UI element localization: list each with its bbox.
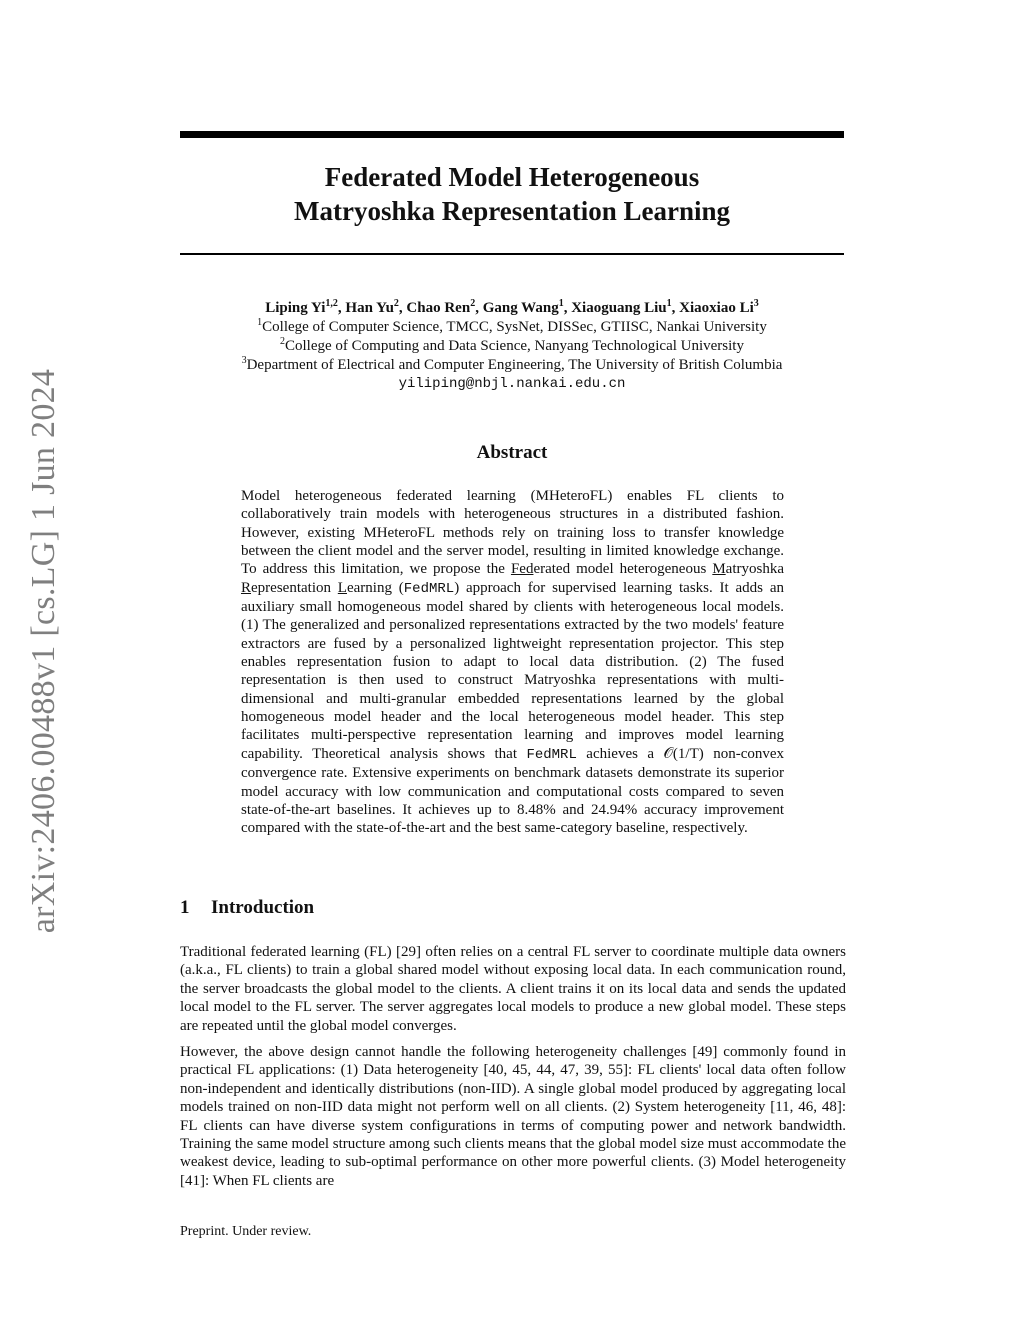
affiliation-text: College of Computing and Data Science, Nanyang Technological University [285, 338, 744, 354]
author-name: Han Yu [345, 300, 394, 316]
paper-title [180, 160, 844, 228]
body-paragraph-2: However, the above design cannot handle the following heterogeneity challenges [49] commonly found in practical FL applications: (1) Data heterogeneity [40, 45, 44, 47, 39, 55]: FL clients' local data often follow non-independent and identically distributions (non-IID). A single global model produced by aggregating local models trained on non-IID data might not perform well on all clients. (2) System heterogeneity [11, 46, 48]: FL clients can have diverse system configurations in terms of computing power and network bandwidth. Training the same model structure among such clients means that the global model size must accommodate the weakest device, leading to sub-optimal performance on other more powerful clients. (3) Model heterogeneity [41]: When FL clients are [180, 1044, 846, 1189]
abstract-text: and [555, 801, 591, 818]
section-number: 1 [180, 897, 190, 918]
affiliation-mark: 1 [257, 317, 263, 328]
author-names: Liping Yi$^{1,2}$, Han Yu$^2$, Chao Ren$^2$, Gang Wang$^1$, Xiaoguang Liu$^1$, Xiaoxiao Li$^3$ [265, 298, 759, 316]
arxiv-identifier-stamp: arXiv:2406.00488v1 [cs.LG] 1 Jun 2024 [25, 368, 62, 934]
affiliation-mark: 2 [280, 336, 285, 347]
affiliation-line [180, 318, 844, 337]
author-name: Xiaoguang Liu [571, 300, 667, 316]
title-bottom-rule [180, 253, 844, 255]
convergence-rate: 𝒪(1/T) [663, 745, 704, 762]
abstract-text: accuracy improvement compared with the state-of-the-art and the best same-category baseline, respectively. [241, 801, 785, 837]
method-name: FedMRL [403, 580, 455, 597]
author-name: Gang Wang [482, 300, 559, 316]
affiliation-text: Department of Electrical and Computer Engineering, The University of British Columbia [246, 357, 783, 373]
author-affiliation-mark: 1,2 [325, 298, 338, 309]
author-affiliation-mark: 2 [470, 298, 476, 309]
method-name: FedMRL [526, 746, 577, 763]
abstract-text: achieves a [576, 745, 664, 762]
author-affiliation-mark: 3 [753, 298, 759, 309]
author-affiliation-mark: 1 [558, 298, 564, 309]
acronym-letter: R [241, 579, 252, 596]
abstract-text: erated model heterogeneous [533, 561, 713, 578]
affiliation-line [180, 337, 844, 356]
abstract-text: earning ( [346, 579, 404, 596]
author-name: Chao Ren [406, 300, 471, 316]
title-line-2: Matryoshka Representation Learning [294, 196, 730, 226]
abstract-text: epresentation [251, 579, 338, 596]
abstract-body [241, 487, 784, 838]
acronym-letter: Fed [510, 561, 534, 578]
author-name: Liping Yi [265, 300, 326, 316]
title-line-1: Federated Model Heterogeneous [324, 162, 700, 192]
abstract-text: atryoshka [725, 561, 784, 578]
improvement-value: 24.94% [590, 801, 638, 818]
title-top-rule [180, 131, 844, 138]
body-paragraph-1: Traditional federated learning (FL) [29] often relies on a central FL server to coordinate multiple data owners (a.k.a., FL clients) to train a global shared model without exposing local data. In each communication round, the server broadcasts the global model to the clients. A client trains it on its local data and sends the updated local model to the FL server. The server aggregates local models to produce a new global model. These steps are repeated until the global model converges. [180, 944, 846, 1034]
abstract-text: ) approach for supervised learning tasks. It adds an auxiliary small homogeneous model shared by clients with heterogeneous local models. (1) The generalized and personalized representations extracted by the two models' feature extractors are fused by a personalized lightweight representation projector. This step enables representation fusion to adapt to local data distribution. (2) The fused representation is then used to construct Matryoshka representations with multi-dimensional and multi-granular embedded representations learned by the global homogeneous model header and the local heterogeneous model header. This step facilitates multi-perspective representation learning and improves model learning capability. Theoretical analysis shows that [241, 579, 784, 762]
affiliation-line [180, 356, 844, 375]
affiliation-text: College of Computer Science, TMCC, SysNet, DISSec, GTIISC, Nankai University [262, 319, 767, 335]
author-affiliation-mark: 1 [666, 298, 672, 309]
abstract-text: Model heterogeneous federated learning (MHeteroFL) enables FL clients to collaboratively train models with heterogeneous structures in a distributed fashion. However, existing MHeteroFL methods rely on training loss to transfer knowledge between the client model and the server model, resulting in limited knowledge exchange. To address this limitation, we propose the [241, 488, 784, 578]
affiliation-mark: 3 [241, 355, 247, 366]
section-title: Introduction [211, 897, 315, 918]
author-block [180, 299, 844, 394]
author-email: yiliping@nbjl.nankai.edu.cn [398, 376, 626, 392]
improvement-value: 8.48% [516, 801, 556, 818]
abstract-heading: Abstract [476, 442, 548, 463]
section-heading-introduction [180, 897, 844, 919]
abstract-text: non-convex convergence rate. Extensive experiments on benchmark datasets demonstrate its superior model accuracy with low communication and computational costs compared to seven state-of-the-art baselines. It achieves up to [241, 745, 785, 818]
page-footer: Preprint. Under review. [180, 1224, 312, 1239]
acronym-letter: L [337, 579, 347, 596]
author-name: Xiaoxiao Li [679, 300, 754, 316]
acronym-letter: M [712, 561, 726, 578]
author-affiliation-mark: 2 [393, 298, 399, 309]
